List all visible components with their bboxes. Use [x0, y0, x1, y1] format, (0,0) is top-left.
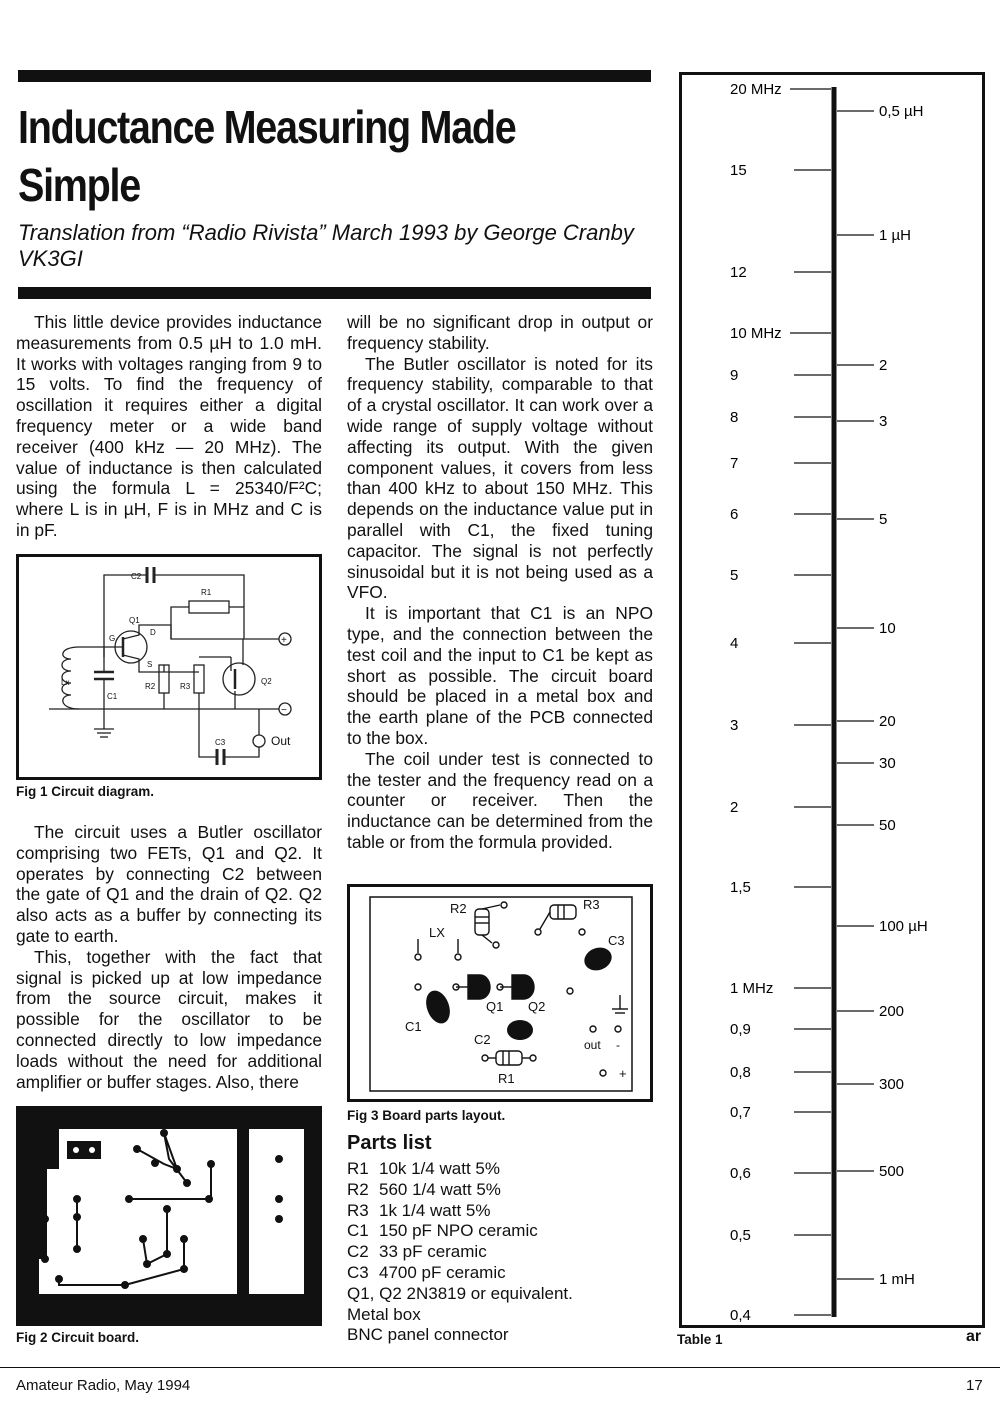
footer-left: Amateur Radio, May 1994	[16, 1377, 191, 1394]
parts-item	[347, 1180, 653, 1201]
freq-label: 5	[730, 567, 739, 584]
label-c1: C1	[107, 692, 118, 701]
freq-label: 0,7	[730, 1104, 751, 1121]
label-minus: −	[281, 705, 287, 716]
freq-label: 6	[730, 506, 739, 523]
freq-label: 3	[730, 717, 739, 734]
parts-item-desc: 33 pF ceramic	[379, 1242, 487, 1262]
fig3-parts-layout	[347, 884, 653, 1102]
parts-item	[347, 1159, 653, 1180]
parts-item-ref: R2	[347, 1179, 369, 1199]
nomogram-scale	[682, 75, 982, 1325]
parts-items	[347, 1159, 653, 1346]
sub-rule	[18, 287, 651, 299]
parts-item-ref: C1	[347, 1221, 369, 1241]
inductance-label: 3	[879, 413, 888, 430]
parts-item	[347, 1263, 653, 1284]
table1-caption: Table 1	[677, 1332, 723, 1347]
inductance-label: 0,5 µH	[879, 103, 924, 120]
freq-label: 1,5	[730, 879, 751, 896]
freq-label: 9	[730, 367, 739, 384]
freq-label: 8	[730, 409, 739, 426]
pcb-artwork	[19, 1109, 319, 1323]
label-r3: R3	[583, 897, 600, 912]
label-c3: C3	[215, 738, 226, 747]
parts-item	[347, 1201, 653, 1222]
inductance-label: 10	[879, 620, 896, 637]
inductance-label: 30	[879, 755, 896, 772]
parts-item-ref: C2	[347, 1242, 369, 1262]
inductance-label: 20	[879, 713, 896, 730]
parts-item-desc: Q1, Q2 2N3819 or equivalent.	[347, 1283, 573, 1303]
label-g: G	[109, 634, 116, 643]
fig1-circuit-diagram	[16, 554, 322, 780]
parts-heading: Parts list	[347, 1132, 432, 1154]
label-minus: -	[616, 1038, 620, 1052]
col1-text-bottom: The circuit uses a Butler oscillator comprising two FETs, Q1 and Q2. It operates by connecting C2 between the gate of Q1 and the drain of Q2. Q2 also acts as a buffer by connecting its gate to earth. This, together with the fact that signal is picked up at low impedance from the source circuit, makes it possible for the oscillator to be connected directly to low impedance loads without the need for additional amplifier or buffer stages. Also, there	[16, 822, 322, 1092]
article-title: Inductance Measuring Made Simple	[18, 101, 516, 211]
fig3-caption: Fig 3 Board parts layout.	[347, 1108, 506, 1123]
inductance-label: 500	[879, 1163, 905, 1180]
parts-item	[347, 1242, 653, 1263]
label-r2: R2	[450, 901, 467, 916]
parts-list	[347, 1132, 653, 1346]
inductance-label: 100 µH	[879, 918, 928, 935]
label-r1: R1	[498, 1071, 515, 1086]
freq-label: 0,4	[730, 1307, 751, 1324]
parts-item-ref: R3	[347, 1200, 369, 1220]
parts-item-desc: 1k 1/4 watt 5%	[379, 1200, 491, 1220]
label-s: S	[147, 660, 153, 669]
circuit-schematic	[19, 557, 319, 777]
freq-label: 1 MHz	[730, 980, 774, 997]
fig2-caption: Fig 2 Circuit board.	[16, 1330, 140, 1345]
inductance-label: 200	[879, 1003, 905, 1020]
label-q2: Q2	[261, 677, 272, 686]
label-lx: LX	[429, 925, 445, 940]
parts-item-ref: C3	[347, 1262, 369, 1282]
article-subtitle: Translation from “Radio Rivista” March 1993 by George Cranby VK3GI	[18, 220, 634, 271]
label-r2: R2	[145, 682, 156, 691]
inductance-label: 2	[879, 357, 888, 374]
fig2-circuit-board	[16, 1106, 322, 1326]
label-r3: R3	[180, 682, 191, 691]
inductance-label: 1 mH	[879, 1271, 915, 1288]
top-rule	[18, 70, 651, 82]
label-q1: Q1	[129, 616, 140, 625]
freq-label: 10 MHz	[730, 325, 782, 342]
parts-item	[347, 1284, 653, 1305]
parts-item	[347, 1325, 653, 1346]
label-c2: C2	[131, 572, 142, 581]
label-q1: Q1	[486, 999, 504, 1014]
col1-text-top: This little device provides inductance measurements from 0.5 µH to 1.0 mH. It works with voltages ranging from 9 to 15 volts. To find the frequency of oscillation it requires either a digital frequency meter or a wide band receiver (400 kHz — 20 MHz). The value of inductance is then calculated using the formula L = 25340/F²C; where L is in µH, F is in MHz and C is in pF.	[16, 312, 322, 540]
label-r1: R1	[201, 588, 212, 597]
inductance-label: 1 µH	[879, 227, 911, 244]
freq-label: 0,8	[730, 1064, 751, 1081]
label-c2: C2	[474, 1032, 491, 1047]
freq-label: 0,9	[730, 1021, 751, 1038]
parts-item-desc: 10k 1/4 watt 5%	[379, 1159, 500, 1178]
table1-nomogram	[679, 72, 985, 1328]
label-d: D	[150, 628, 156, 637]
fig1-caption: Fig 1 Circuit diagram.	[16, 784, 155, 799]
parts-item-desc: 560 1/4 watt 5%	[379, 1179, 501, 1199]
label-out: out	[584, 1038, 601, 1052]
parts-item-desc: 150 pF NPO ceramic	[379, 1221, 538, 1241]
inductance-label: 5	[879, 511, 888, 528]
label-c3: C3	[608, 933, 625, 948]
freq-label: 12	[730, 264, 747, 281]
freq-label: 2	[730, 799, 739, 816]
label-out: Out	[271, 734, 291, 748]
footer-rule	[0, 1367, 1000, 1368]
freq-label: 0,5	[730, 1227, 751, 1244]
parts-item-ref: R1	[347, 1159, 369, 1178]
ar-mark: ar	[966, 1328, 982, 1345]
parts-item-desc: Metal box	[347, 1304, 421, 1324]
label-plus: +	[619, 1066, 627, 1081]
label-c1: C1	[405, 1019, 422, 1034]
parts-layout-drawing	[350, 887, 650, 1099]
freq-label: 20 MHz	[730, 81, 782, 98]
label-q2: Q2	[528, 999, 546, 1014]
inductance-label: 50	[879, 817, 896, 834]
parts-item-desc: 4700 pF ceramic	[379, 1262, 506, 1282]
col2-text: will be no significant drop in output or frequency stability. The Butler oscillator is noted for its frequency stability, comparable to that of a crystal oscillator. It can work over a wide range of supply voltage without affecting its output. With the given component values, it covers from less than 400 kHz to about 150 MHz. This depends on the inductance value put in parallel with C1, the fixed tuning capacitor. The signal is not perfectly sinusoidal but it is not being used as a VFO. It is important that C1 is an NPO type, and the connection between the test coil and the input to C1 be kept as short as possible. The circuit board should be placed in a metal box and the earth plane of the PCB connected to the box. The coil under test is connected to the tester and the frequency read on a counter or receiver. Then the inductance can be determined from the table or from the formula provided.	[347, 312, 653, 852]
page-number: 17	[966, 1377, 983, 1394]
freq-label: 7	[730, 455, 739, 472]
parts-item	[347, 1221, 653, 1242]
freq-label: 4	[730, 635, 739, 652]
label-lx: Lx	[61, 678, 70, 687]
inductance-label: 300	[879, 1076, 905, 1093]
parts-item	[347, 1305, 653, 1326]
label-plus: +	[281, 635, 287, 646]
freq-label: 15	[730, 162, 747, 179]
parts-item-desc: BNC panel connector	[347, 1325, 509, 1345]
freq-label: 0,6	[730, 1165, 751, 1182]
